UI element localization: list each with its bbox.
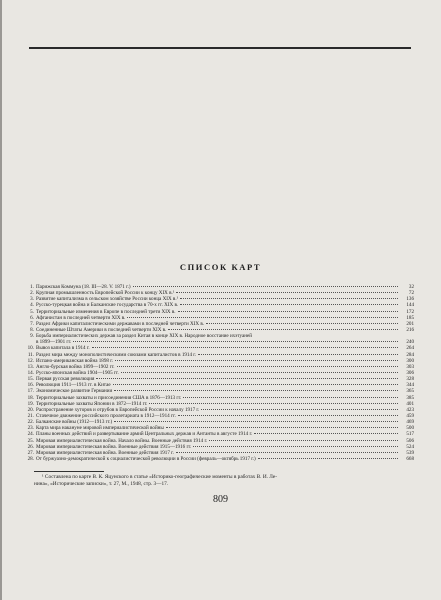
entry-page: 136 <box>406 296 414 303</box>
dot-leader <box>127 317 398 318</box>
entry-page: 240 <box>406 339 414 346</box>
entry-number: 25. <box>27 437 34 444</box>
dot-leader <box>178 311 398 312</box>
entry-page: 459 <box>406 412 414 419</box>
dot-leader <box>258 458 398 459</box>
entry-number: 5. <box>30 308 34 315</box>
top-rule <box>29 47 411 49</box>
entry-title: Англо-бурская война 1899—1902 гг. <box>36 363 115 370</box>
entry-page: 365 <box>406 388 414 395</box>
entry-page: 300 <box>406 357 414 364</box>
dot-leader <box>166 427 398 428</box>
footnote-line: нина», «Исторические записки», т. 27, М., 1948, стр. 3—17. <box>34 480 169 487</box>
entry-number: 23. <box>27 425 34 432</box>
map-list <box>26 284 414 462</box>
entry-title: Мировая империалистическая война. Военные действия 1917 г. <box>36 449 174 456</box>
entry-number: 21. <box>27 412 34 419</box>
entry-page: 284 <box>406 351 414 358</box>
entry-number: 13. <box>27 363 34 370</box>
dot-leader <box>117 366 398 367</box>
footnote-divider <box>34 471 104 472</box>
entry-title: Балканские войны (1912—1913 гг.) <box>36 419 113 426</box>
entry-title: Мировая империалистическая война. Военные действия 1915—1916 гг. <box>36 443 192 450</box>
list-item <box>26 456 414 462</box>
dot-leader <box>178 415 398 416</box>
entry-title: Мировая империалистическая война. Начало войны. Военные действия 1914 г. <box>36 437 208 444</box>
entry-page: 185 <box>406 314 414 321</box>
dot-leader <box>114 390 398 391</box>
entry-number: 10. <box>27 345 34 352</box>
page-title: СПИСОК КАРТ <box>179 262 262 272</box>
entry-page: 144 <box>406 302 414 309</box>
entry-number: 16. <box>27 382 34 389</box>
entry-title: Территориальные захваты и присоединения США в 1876—1913 гг. <box>36 394 182 401</box>
entry-title: Соединенные Штаты Америки в последней четверти XIX в. <box>36 326 167 333</box>
dot-leader <box>115 360 398 361</box>
dot-leader <box>113 384 398 385</box>
entry-page: 264 <box>406 345 414 352</box>
entry-title: Борьба империалистических держав за раздел Китая в конце XIX в. Народное восстание ихэтуаней <box>36 333 252 340</box>
entry-page: 172 <box>406 308 414 315</box>
entry-number: 20. <box>27 406 34 413</box>
dot-leader <box>209 440 398 441</box>
page-edge <box>0 0 2 600</box>
entry-page: 500 <box>406 425 414 432</box>
entry-title: Русско-японская война 1904—1905 гг. <box>36 369 119 376</box>
entry-number: 7. <box>30 320 34 327</box>
entry-page: 72 <box>408 290 414 297</box>
dot-leader <box>149 403 398 404</box>
entry-page: 201 <box>406 320 414 327</box>
dot-leader <box>176 292 398 293</box>
dot-leader <box>206 323 398 324</box>
entry-title: Раздел Африки капиталистическими державами в последней четверти XIX в. <box>36 320 205 327</box>
entry-number: 11. <box>27 351 34 358</box>
entry-number: 12. <box>27 357 34 364</box>
entry-title: Раздел мира между монополистическими союзами капиталистов в 1914 г. <box>36 351 197 358</box>
entry-number: 22. <box>27 419 34 426</box>
entry-title: Карта мира накануне мировой империалистической войны <box>36 425 164 432</box>
footnote <box>34 474 410 487</box>
entry-page: 401 <box>406 400 414 407</box>
dot-leader <box>176 452 398 453</box>
entry-page: 517 <box>406 431 414 438</box>
entry-number: 27. <box>27 449 34 456</box>
entry-number: 19. <box>27 400 34 407</box>
entry-page: 32 <box>408 284 414 290</box>
entry-number: 17. <box>27 388 34 395</box>
entry-page: 539 <box>406 449 414 456</box>
entry-page: 385 <box>406 394 414 401</box>
entry-page: 303 <box>406 363 414 370</box>
entry-number: 14. <box>27 369 34 376</box>
entry-title: Развитие капитализма в сельском хозяйстве России конца XIX в.¹ <box>36 296 179 303</box>
entry-title: От буржуазно-демократической к социалистической революции в России (февраль—октябрь 1917 г.) <box>36 455 256 462</box>
entry-title: Афганистан в последней четверти XIX в. <box>36 314 126 321</box>
entry-page: 524 <box>406 443 414 450</box>
entry-title: Крупная промышленность Европейской России к концу XIX в.¹ <box>36 290 175 297</box>
entry-title: Экономическое развитие Германии <box>36 388 113 395</box>
entry-title: Территориальные захваты Японии в 1872—1914 гг. <box>36 400 148 407</box>
dot-leader <box>168 329 398 330</box>
entry-page: 216 <box>406 326 414 333</box>
entry-page: 469 <box>406 419 414 426</box>
entry-title: Испано-американская война 1898 г. <box>36 357 113 364</box>
entry-title: Революция 1911—1913 гг. в Китае <box>36 382 111 389</box>
entry-title: Первая русская революция <box>36 376 95 383</box>
entry-title: Распространение хуторов и отрубов в Европейской России к началу 1917 г. <box>36 406 200 413</box>
entry-page: 423 <box>406 406 414 413</box>
dot-leader <box>198 354 398 355</box>
entry-number: 1. <box>30 284 34 290</box>
dot-leader <box>133 286 398 287</box>
entry-title: Стачечное движение российского пролетариата в 1912—1914 гг. <box>36 412 176 419</box>
entry-title: Планы военных действий и развертывание армий Центральных держав и Антанты в августе 1914 г. <box>36 431 253 438</box>
entry-title: Территориальные изменения в Европе в последней трети XIX в. <box>36 308 176 315</box>
dot-leader <box>73 341 398 342</box>
entry-number: 6. <box>30 314 34 321</box>
dot-leader <box>96 378 398 379</box>
entry-page: 344 <box>406 382 414 389</box>
entry-number: 24. <box>27 431 34 438</box>
dot-leader <box>180 304 398 305</box>
entry-title: Вывоз капитала в 1914 г. <box>36 345 90 352</box>
entry-number: 15. <box>27 376 34 383</box>
dot-leader <box>121 372 398 373</box>
entry-page: 506 <box>406 437 414 444</box>
entry-page: 668 <box>406 455 414 462</box>
footnote-line: ¹ Составлена по карте В. К. Яцунского в статье «Историко-географические моменты в работах В. И. Ле- <box>42 474 277 480</box>
entry-page: 306 <box>406 369 414 376</box>
entry-number: 28. <box>27 455 34 462</box>
entry-title: Русско-турецкая война и Балканские государства в 70-х гг. XIX в. <box>36 302 179 309</box>
entry-number: 18. <box>27 394 34 401</box>
entry-number: 26. <box>27 443 34 450</box>
entry-title-continuation: в 1899—1901 гг. <box>36 339 72 346</box>
dot-leader <box>193 446 398 447</box>
entry-number: 4. <box>30 302 34 309</box>
dot-leader <box>183 397 398 398</box>
entry-number: 3. <box>30 296 34 303</box>
entry-number: 8. <box>30 326 34 333</box>
entry-title: Парижская Коммуна (18. III—28. V. 1871 г.) <box>36 284 131 290</box>
entry-number: 9. <box>30 333 34 340</box>
entry-number: 2. <box>30 290 34 297</box>
dot-leader <box>180 298 398 299</box>
dot-leader <box>114 421 398 422</box>
dot-leader <box>254 433 398 434</box>
dot-leader <box>201 409 398 410</box>
page-number: 809 <box>213 494 228 505</box>
dot-leader <box>92 347 398 348</box>
entry-page: 328 <box>406 376 414 383</box>
